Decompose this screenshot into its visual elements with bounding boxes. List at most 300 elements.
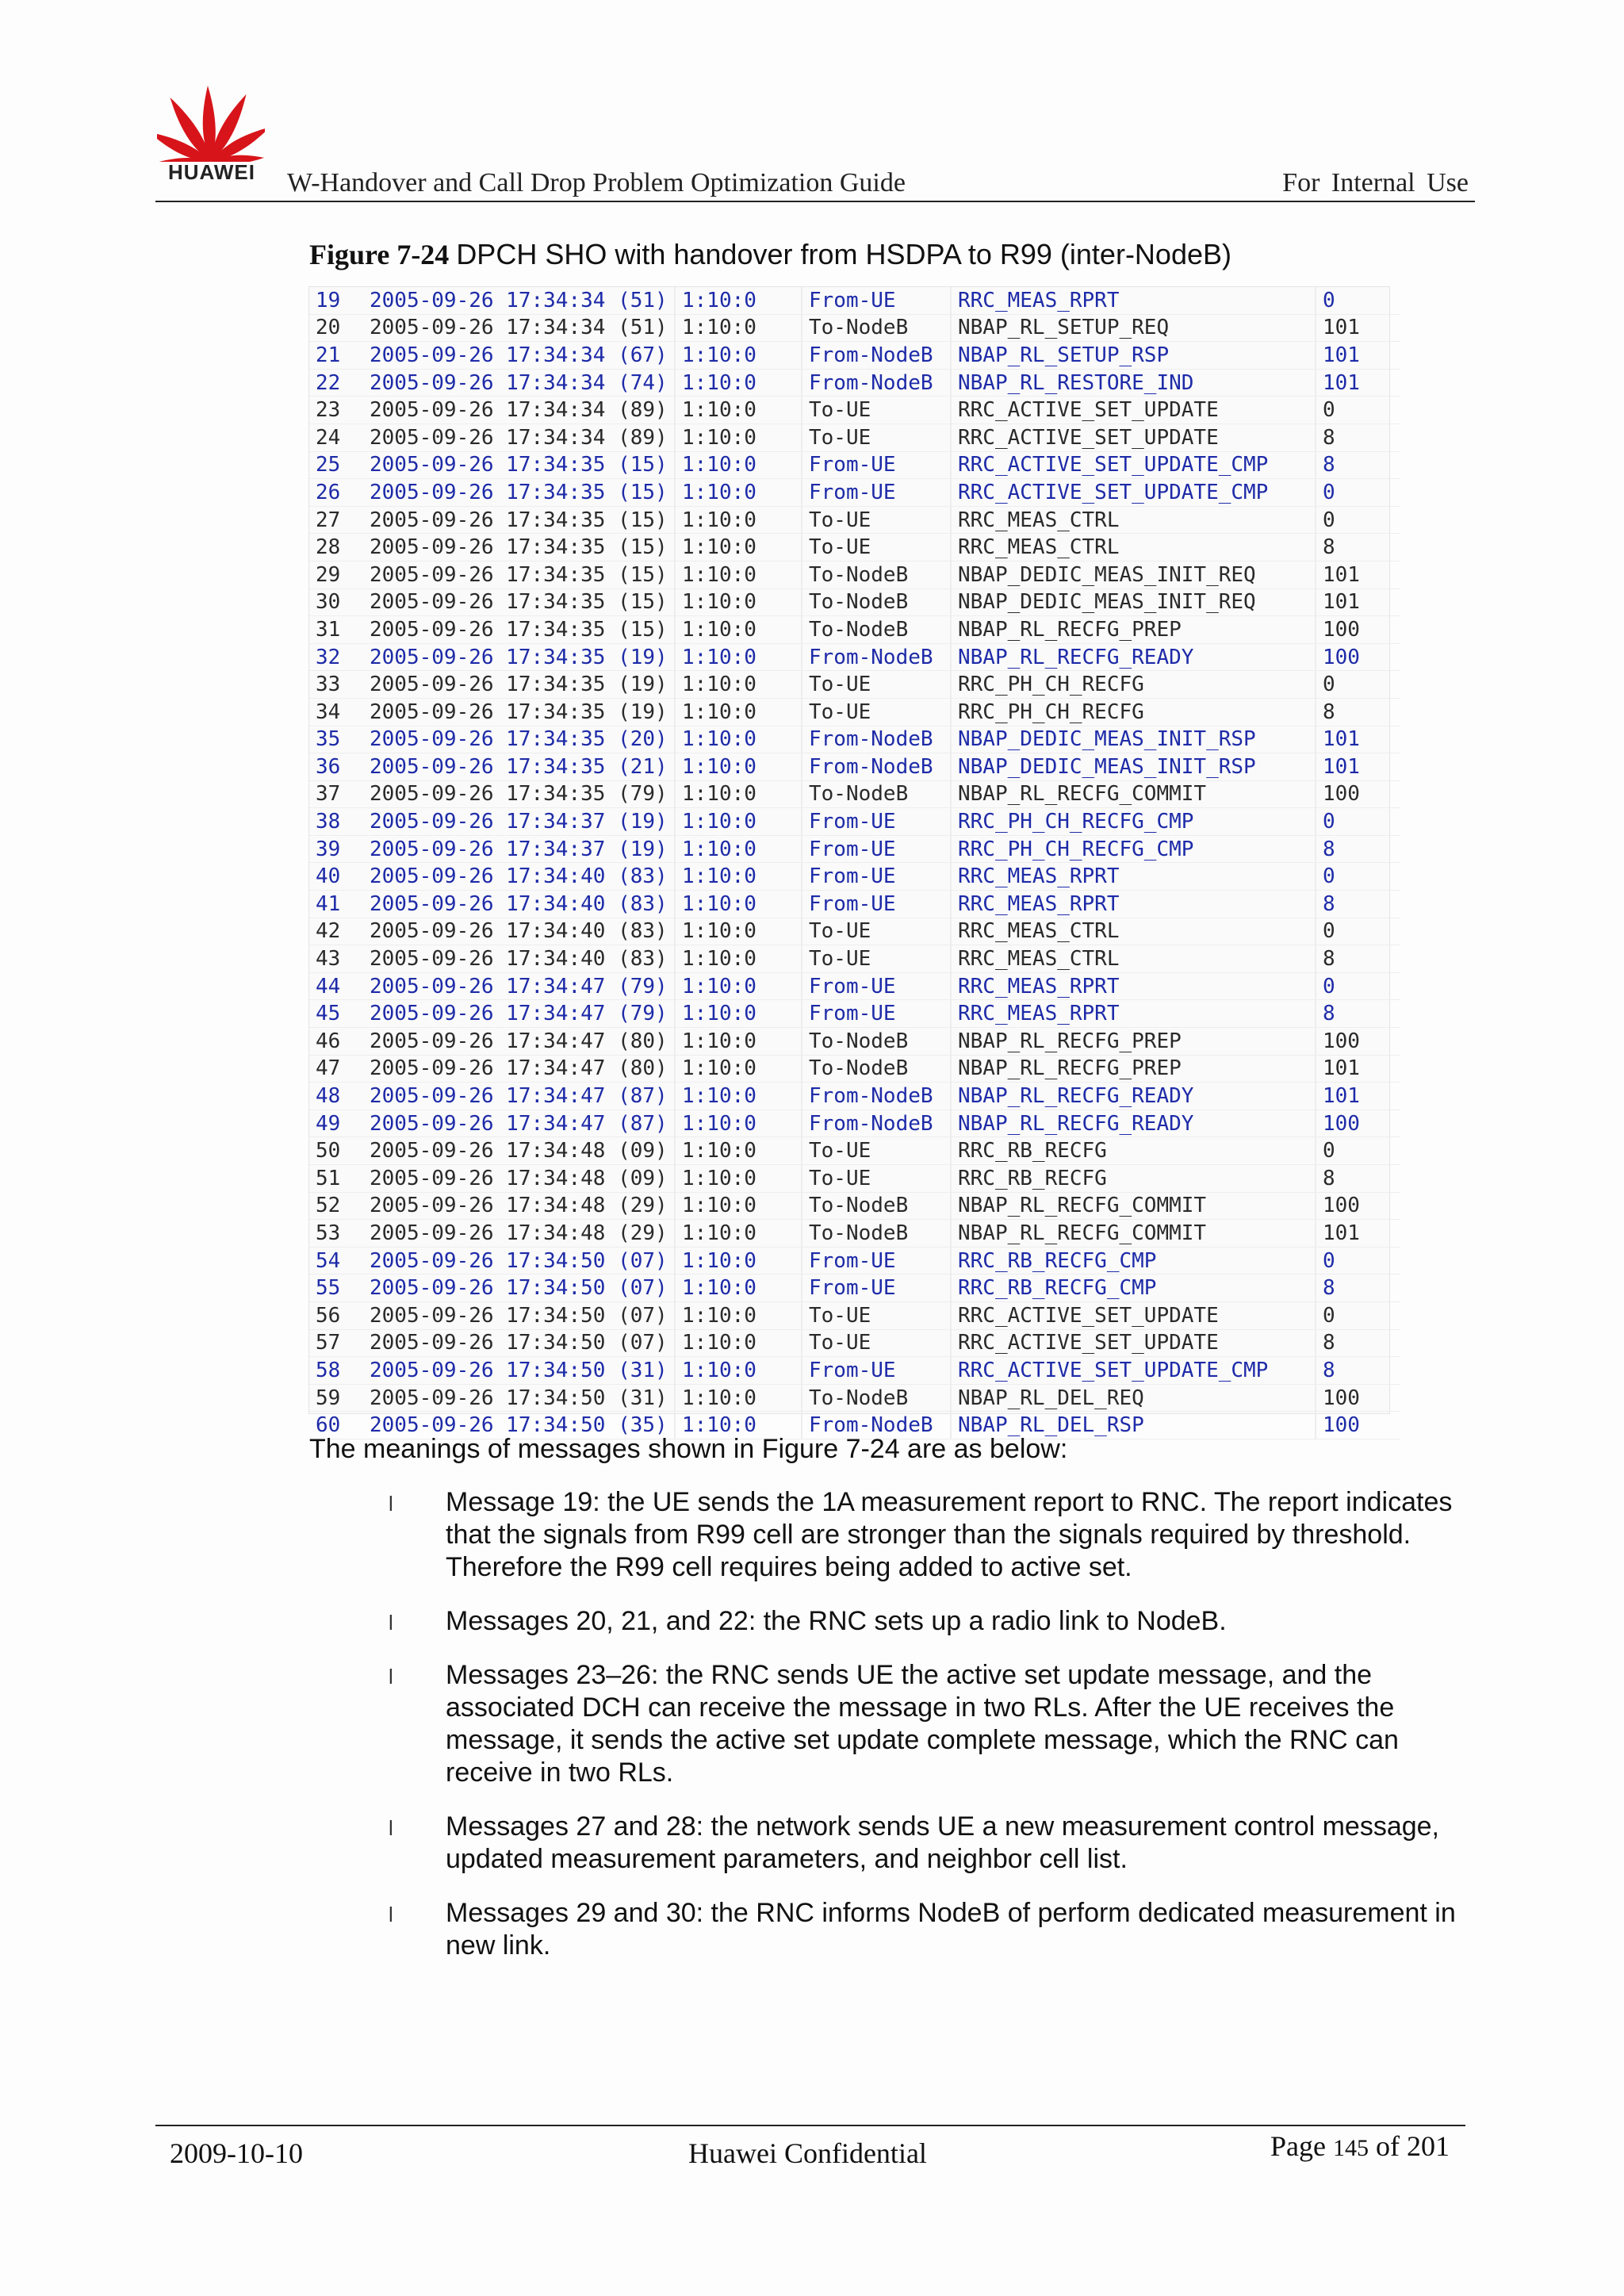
log-cell-msg-index: 23 <box>309 397 363 424</box>
log-row <box>309 945 1400 973</box>
log-cell-cell-id: 1:10:0 <box>675 1137 802 1165</box>
log-cell-message-name: NBAP_RL_RECFG_PREP <box>951 616 1316 644</box>
log-cell-msg-index: 34 <box>309 698 363 726</box>
log-cell-timestamp: 2005-09-26 17:34:50 (35) <box>363 1412 675 1439</box>
log-cell-msg-index: 26 <box>309 479 363 507</box>
log-cell-cell-id: 1:10:0 <box>675 808 802 836</box>
log-cell-timestamp: 2005-09-26 17:34:50 (07) <box>363 1274 675 1302</box>
log-row <box>309 753 1400 781</box>
bullet-text: Messages 20, 21, and 22: the RNC sets up a radio link to NodeB. <box>446 1606 1227 1636</box>
log-cell-msg-index: 24 <box>309 424 363 451</box>
log-cell-link-id: 100 <box>1316 616 1400 644</box>
log-cell-message-name: NBAP_RL_RECFG_READY <box>951 1083 1316 1110</box>
footer-date: 2009-10-10 <box>170 2137 303 2169</box>
log-row <box>309 863 1400 891</box>
log-cell-cell-id: 1:10:0 <box>675 1329 802 1357</box>
log-cell-link-id: 8 <box>1316 1357 1400 1385</box>
log-cell-direction: From-NodeB <box>802 1083 951 1110</box>
log-cell-link-id: 0 <box>1316 1137 1400 1165</box>
log-cell-message-name: RRC_ACTIVE_SET_UPDATE <box>951 1301 1316 1329</box>
log-cell-link-id: 0 <box>1316 918 1400 945</box>
log-cell-msg-index: 28 <box>309 534 363 562</box>
log-cell-message-name: RRC_ACTIVE_SET_UPDATE_CMP <box>951 479 1316 507</box>
log-cell-timestamp: 2005-09-26 17:34:50 (31) <box>363 1357 675 1385</box>
log-cell-message-name: RRC_MEAS_RPRT <box>951 287 1316 314</box>
log-cell-link-id: 0 <box>1316 397 1400 424</box>
log-cell-message-name: NBAP_RL_SETUP_REQ <box>951 314 1316 342</box>
log-cell-timestamp: 2005-09-26 17:34:34 (51) <box>363 314 675 342</box>
log-cell-timestamp: 2005-09-26 17:34:50 (07) <box>363 1329 675 1357</box>
log-cell-message-name: RRC_ACTIVE_SET_UPDATE_CMP <box>951 1357 1316 1385</box>
log-cell-msg-index: 56 <box>309 1301 363 1329</box>
logo-wordmark: HUAWEI <box>168 160 255 184</box>
log-cell-direction: From-NodeB <box>802 726 951 753</box>
log-cell-msg-index: 59 <box>309 1384 363 1412</box>
log-cell-cell-id: 1:10:0 <box>675 342 802 370</box>
bullet-marker: l <box>389 1903 393 1926</box>
log-row <box>309 369 1400 397</box>
log-cell-msg-index: 27 <box>309 506 363 534</box>
log-cell-link-id: 0 <box>1316 1301 1400 1329</box>
log-cell-timestamp: 2005-09-26 17:34:35 (20) <box>363 726 675 753</box>
log-cell-timestamp: 2005-09-26 17:34:50 (07) <box>363 1301 675 1329</box>
log-cell-link-id: 8 <box>1316 1000 1400 1028</box>
log-cell-message-name: NBAP_RL_RESTORE_IND <box>951 369 1316 397</box>
log-row <box>309 1220 1400 1248</box>
log-cell-link-id: 8 <box>1316 1165 1400 1193</box>
log-cell-cell-id: 1:10:0 <box>675 616 802 644</box>
log-cell-cell-id: 1:10:0 <box>675 1412 802 1439</box>
log-cell-message-name: RRC_PH_CH_RECFG_CMP <box>951 835 1316 863</box>
log-row <box>309 424 1400 451</box>
log-cell-direction: From-NodeB <box>802 342 951 370</box>
log-cell-message-name: RRC_RB_RECFG_CMP <box>951 1247 1316 1274</box>
log-cell-message-name: RRC_ACTIVE_SET_UPDATE <box>951 424 1316 451</box>
log-cell-timestamp: 2005-09-26 17:34:34 (51) <box>363 287 675 314</box>
log-row <box>309 972 1400 1000</box>
log-cell-direction: To-UE <box>802 424 951 451</box>
log-cell-link-id: 8 <box>1316 835 1400 863</box>
log-cell-message-name: NBAP_RL_RECFG_READY <box>951 1110 1316 1137</box>
log-cell-direction: From-NodeB <box>802 369 951 397</box>
log-row <box>309 1083 1400 1110</box>
log-cell-message-name: NBAP_RL_DEL_RSP <box>951 1412 1316 1439</box>
log-cell-direction: To-UE <box>802 1329 951 1357</box>
log-row <box>309 1165 1400 1193</box>
log-cell-timestamp: 2005-09-26 17:34:34 (74) <box>363 369 675 397</box>
figure-label: Figure 7-24 <box>309 239 450 270</box>
log-cell-direction: To-UE <box>802 671 951 699</box>
header-divider <box>155 201 1475 202</box>
log-cell-msg-index: 20 <box>309 314 363 342</box>
log-cell-msg-index: 49 <box>309 1110 363 1137</box>
log-cell-timestamp: 2005-09-26 17:34:50 (31) <box>363 1384 675 1412</box>
log-row <box>309 698 1400 726</box>
log-cell-link-id: 0 <box>1316 479 1400 507</box>
log-cell-timestamp: 2005-09-26 17:34:47 (80) <box>363 1055 675 1083</box>
log-cell-message-name: RRC_PH_CH_RECFG <box>951 698 1316 726</box>
log-cell-message-name: NBAP_DEDIC_MEAS_INIT_REQ <box>951 588 1316 616</box>
log-cell-link-id: 100 <box>1316 1412 1400 1439</box>
log-cell-msg-index: 46 <box>309 1028 363 1056</box>
log-cell-link-id: 101 <box>1316 369 1400 397</box>
log-cell-timestamp: 2005-09-26 17:34:47 (79) <box>363 1000 675 1028</box>
bullet-item <box>381 1811 1475 1876</box>
log-cell-msg-index: 54 <box>309 1247 363 1274</box>
log-cell-direction: To-NodeB <box>802 588 951 616</box>
log-cell-msg-index: 45 <box>309 1000 363 1028</box>
page-current: 145 <box>1332 2135 1369 2161</box>
log-cell-link-id: 8 <box>1316 891 1400 918</box>
log-cell-timestamp: 2005-09-26 17:34:37 (19) <box>363 808 675 836</box>
bullet-marker: l <box>389 1665 393 1688</box>
log-cell-cell-id: 1:10:0 <box>675 424 802 451</box>
log-cell-cell-id: 1:10:0 <box>675 1083 802 1110</box>
signaling-log-screenshot <box>309 287 1389 1438</box>
bullet-item <box>381 1486 1475 1584</box>
log-cell-link-id: 100 <box>1316 1110 1400 1137</box>
log-cell-cell-id: 1:10:0 <box>675 1110 802 1137</box>
log-row <box>309 479 1400 507</box>
log-cell-cell-id: 1:10:0 <box>675 945 802 973</box>
log-cell-direction: From-UE <box>802 1357 951 1385</box>
log-cell-message-name: NBAP_RL_RECFG_PREP <box>951 1028 1316 1056</box>
log-cell-cell-id: 1:10:0 <box>675 1000 802 1028</box>
log-cell-direction: From-UE <box>802 835 951 863</box>
log-row <box>309 1274 1400 1302</box>
log-cell-msg-index: 38 <box>309 808 363 836</box>
log-cell-timestamp: 2005-09-26 17:34:35 (15) <box>363 534 675 562</box>
log-row <box>309 780 1400 808</box>
log-row <box>309 1329 1400 1357</box>
log-cell-link-id: 0 <box>1316 287 1400 314</box>
log-cell-cell-id: 1:10:0 <box>675 753 802 781</box>
log-cell-msg-index: 22 <box>309 369 363 397</box>
log-cell-link-id: 0 <box>1316 1247 1400 1274</box>
log-row <box>309 1357 1400 1385</box>
log-cell-msg-index: 47 <box>309 1055 363 1083</box>
log-row <box>309 808 1400 836</box>
log-cell-link-id: 8 <box>1316 1274 1400 1302</box>
log-cell-message-name: NBAP_RL_DEL_REQ <box>951 1384 1316 1412</box>
bullet-text: Message 19: the UE sends the 1A measurement report to RNC. The report indicates that the signals from R99 cell are stronger than the signals required by threshold. Therefore the R99 cell requires being added to active set. <box>446 1487 1453 1582</box>
log-cell-message-name: NBAP_DEDIC_MEAS_INIT_REQ <box>951 561 1316 588</box>
log-cell-cell-id: 1:10:0 <box>675 314 802 342</box>
log-cell-timestamp: 2005-09-26 17:34:34 (89) <box>363 397 675 424</box>
log-cell-timestamp: 2005-09-26 17:34:40 (83) <box>363 945 675 973</box>
log-cell-direction: To-NodeB <box>802 780 951 808</box>
log-cell-message-name: NBAP_RL_SETUP_RSP <box>951 342 1316 370</box>
log-cell-msg-index: 25 <box>309 451 363 479</box>
log-cell-link-id: 0 <box>1316 863 1400 891</box>
log-cell-timestamp: 2005-09-26 17:34:35 (15) <box>363 451 675 479</box>
log-cell-msg-index: 44 <box>309 972 363 1000</box>
log-row <box>309 643 1400 671</box>
footer-divider <box>155 2125 1465 2126</box>
log-row <box>309 1000 1400 1028</box>
log-cell-direction: From-UE <box>802 808 951 836</box>
log-cell-cell-id: 1:10:0 <box>675 863 802 891</box>
log-cell-message-name: NBAP_RL_RECFG_COMMIT <box>951 780 1316 808</box>
log-cell-cell-id: 1:10:0 <box>675 1384 802 1412</box>
log-cell-msg-index: 52 <box>309 1192 363 1220</box>
log-cell-timestamp: 2005-09-26 17:34:48 (09) <box>363 1165 675 1193</box>
log-cell-direction: To-NodeB <box>802 1028 951 1056</box>
log-row <box>309 918 1400 945</box>
log-cell-msg-index: 55 <box>309 1274 363 1302</box>
bullet-marker: l <box>389 1611 393 1635</box>
log-row <box>309 671 1400 699</box>
log-cell-direction: To-UE <box>802 1165 951 1193</box>
log-row <box>309 1055 1400 1083</box>
log-cell-message-name: NBAP_DEDIC_MEAS_INIT_RSP <box>951 726 1316 753</box>
log-cell-cell-id: 1:10:0 <box>675 1055 802 1083</box>
log-cell-message-name: NBAP_RL_RECFG_COMMIT <box>951 1192 1316 1220</box>
log-row <box>309 616 1400 644</box>
log-cell-cell-id: 1:10:0 <box>675 397 802 424</box>
log-row <box>309 314 1400 342</box>
log-cell-direction: To-UE <box>802 698 951 726</box>
log-cell-msg-index: 37 <box>309 780 363 808</box>
log-cell-msg-index: 31 <box>309 616 363 644</box>
log-cell-link-id: 100 <box>1316 780 1400 808</box>
log-cell-direction: To-UE <box>802 397 951 424</box>
log-cell-link-id: 0 <box>1316 808 1400 836</box>
page-prefix: Page <box>1270 2130 1326 2162</box>
log-cell-link-id: 0 <box>1316 671 1400 699</box>
log-cell-msg-index: 43 <box>309 945 363 973</box>
log-cell-cell-id: 1:10:0 <box>675 1165 802 1193</box>
log-cell-cell-id: 1:10:0 <box>675 1357 802 1385</box>
log-cell-msg-index: 53 <box>309 1220 363 1248</box>
log-cell-link-id: 8 <box>1316 451 1400 479</box>
bullet-marker: l <box>389 1816 393 1840</box>
log-cell-message-name: NBAP_RL_RECFG_READY <box>951 643 1316 671</box>
log-cell-direction: To-UE <box>802 534 951 562</box>
log-cell-link-id: 0 <box>1316 506 1400 534</box>
log-row <box>309 1110 1400 1137</box>
classification-label: For Internal Use <box>1282 168 1469 197</box>
log-cell-msg-index: 60 <box>309 1412 363 1439</box>
log-cell-message-name: RRC_MEAS_RPRT <box>951 972 1316 1000</box>
log-cell-direction: From-UE <box>802 972 951 1000</box>
log-cell-message-name: RRC_MEAS_CTRL <box>951 506 1316 534</box>
log-row <box>309 1192 1400 1220</box>
log-cell-link-id: 8 <box>1316 945 1400 973</box>
log-cell-link-id: 0 <box>1316 972 1400 1000</box>
log-row <box>309 451 1400 479</box>
log-cell-link-id: 101 <box>1316 588 1400 616</box>
log-cell-msg-index: 39 <box>309 835 363 863</box>
page-number <box>1270 2129 1450 2163</box>
log-cell-direction: To-UE <box>802 918 951 945</box>
log-cell-cell-id: 1:10:0 <box>675 918 802 945</box>
log-cell-message-name: RRC_MEAS_RPRT <box>951 891 1316 918</box>
log-row <box>309 561 1400 588</box>
log-cell-cell-id: 1:10:0 <box>675 671 802 699</box>
log-cell-timestamp: 2005-09-26 17:34:35 (15) <box>363 561 675 588</box>
log-cell-direction: From-UE <box>802 863 951 891</box>
figure-caption <box>309 238 1231 271</box>
log-cell-message-name: RRC_ACTIVE_SET_UPDATE_CMP <box>951 451 1316 479</box>
log-cell-cell-id: 1:10:0 <box>675 1028 802 1056</box>
log-cell-message-name: NBAP_RL_RECFG_COMMIT <box>951 1220 1316 1248</box>
log-cell-cell-id: 1:10:0 <box>675 1247 802 1274</box>
log-cell-timestamp: 2005-09-26 17:34:48 (29) <box>363 1192 675 1220</box>
log-cell-cell-id: 1:10:0 <box>675 588 802 616</box>
log-cell-direction: To-NodeB <box>802 314 951 342</box>
log-cell-timestamp: 2005-09-26 17:34:35 (19) <box>363 671 675 699</box>
log-cell-msg-index: 36 <box>309 753 363 781</box>
log-cell-message-name: RRC_MEAS_CTRL <box>951 534 1316 562</box>
log-cell-msg-index: 32 <box>309 643 363 671</box>
log-cell-direction: From-NodeB <box>802 1110 951 1137</box>
log-cell-message-name: RRC_PH_CH_RECFG_CMP <box>951 808 1316 836</box>
log-cell-cell-id: 1:10:0 <box>675 891 802 918</box>
log-row <box>309 1028 1400 1056</box>
log-cell-link-id: 101 <box>1316 1083 1400 1110</box>
log-row <box>309 891 1400 918</box>
log-row <box>309 287 1400 314</box>
log-cell-direction: From-UE <box>802 451 951 479</box>
log-cell-cell-id: 1:10:0 <box>675 561 802 588</box>
log-cell-cell-id: 1:10:0 <box>675 780 802 808</box>
log-cell-cell-id: 1:10:0 <box>675 451 802 479</box>
log-cell-cell-id: 1:10:0 <box>675 643 802 671</box>
log-cell-timestamp: 2005-09-26 17:34:35 (21) <box>363 753 675 781</box>
log-row <box>309 588 1400 616</box>
log-cell-msg-index: 48 <box>309 1083 363 1110</box>
log-cell-timestamp: 2005-09-26 17:34:47 (80) <box>363 1028 675 1056</box>
log-cell-link-id: 101 <box>1316 561 1400 588</box>
log-cell-msg-index: 30 <box>309 588 363 616</box>
log-cell-cell-id: 1:10:0 <box>675 1220 802 1248</box>
log-cell-direction: To-NodeB <box>802 1384 951 1412</box>
log-cell-link-id: 8 <box>1316 698 1400 726</box>
log-cell-cell-id: 1:10:0 <box>675 1192 802 1220</box>
log-cell-direction: From-NodeB <box>802 1412 951 1439</box>
log-cell-message-name: RRC_RB_RECFG_CMP <box>951 1274 1316 1302</box>
figure-title: DPCH SHO with handover from HSDPA to R99 (inter-NodeB) <box>456 238 1231 270</box>
log-cell-direction: To-NodeB <box>802 1220 951 1248</box>
log-cell-timestamp: 2005-09-26 17:34:40 (83) <box>363 891 675 918</box>
log-row <box>309 342 1400 370</box>
log-cell-direction: From-UE <box>802 1274 951 1302</box>
log-row <box>309 1137 1400 1165</box>
log-cell-message-name: RRC_MEAS_RPRT <box>951 1000 1316 1028</box>
log-cell-timestamp: 2005-09-26 17:34:35 (15) <box>363 616 675 644</box>
log-row <box>309 726 1400 753</box>
log-cell-cell-id: 1:10:0 <box>675 534 802 562</box>
log-cell-timestamp: 2005-09-26 17:34:35 (15) <box>363 479 675 507</box>
log-cell-link-id: 100 <box>1316 1192 1400 1220</box>
log-cell-direction: To-UE <box>802 1301 951 1329</box>
log-cell-link-id: 101 <box>1316 1220 1400 1248</box>
log-cell-direction: To-NodeB <box>802 1055 951 1083</box>
log-cell-link-id: 100 <box>1316 643 1400 671</box>
log-cell-link-id: 100 <box>1316 1028 1400 1056</box>
log-cell-message-name: RRC_PH_CH_RECFG <box>951 671 1316 699</box>
log-cell-cell-id: 1:10:0 <box>675 726 802 753</box>
log-cell-cell-id: 1:10:0 <box>675 972 802 1000</box>
signaling-log-table <box>309 287 1400 1439</box>
log-cell-msg-index: 33 <box>309 671 363 699</box>
log-cell-direction: To-UE <box>802 945 951 973</box>
log-cell-message-name: RRC_MEAS_CTRL <box>951 918 1316 945</box>
bullet-item <box>381 1659 1475 1789</box>
log-cell-link-id: 101 <box>1316 342 1400 370</box>
log-cell-direction: To-UE <box>802 1137 951 1165</box>
log-cell-message-name: RRC_MEAS_RPRT <box>951 863 1316 891</box>
log-cell-direction: From-UE <box>802 1000 951 1028</box>
log-row <box>309 534 1400 562</box>
log-cell-link-id: 101 <box>1316 726 1400 753</box>
log-cell-cell-id: 1:10:0 <box>675 287 802 314</box>
log-cell-timestamp: 2005-09-26 17:34:35 (79) <box>363 780 675 808</box>
bullet-marker: l <box>389 1492 393 1516</box>
document-title: W-Handover and Call Drop Problem Optimization Guide <box>287 168 906 197</box>
log-row <box>309 1384 1400 1412</box>
log-cell-direction: From-UE <box>802 1247 951 1274</box>
log-cell-msg-index: 19 <box>309 287 363 314</box>
bullet-item <box>381 1605 1475 1638</box>
log-cell-timestamp: 2005-09-26 17:34:35 (19) <box>363 698 675 726</box>
log-cell-cell-id: 1:10:0 <box>675 698 802 726</box>
log-cell-timestamp: 2005-09-26 17:34:47 (87) <box>363 1110 675 1137</box>
log-cell-cell-id: 1:10:0 <box>675 1274 802 1302</box>
log-cell-timestamp: 2005-09-26 17:34:35 (19) <box>363 643 675 671</box>
log-cell-timestamp: 2005-09-26 17:34:47 (79) <box>363 972 675 1000</box>
log-cell-timestamp: 2005-09-26 17:34:47 (87) <box>363 1083 675 1110</box>
log-cell-message-name: RRC_ACTIVE_SET_UPDATE <box>951 397 1316 424</box>
footer-confidential: Huawei Confidential <box>688 2137 927 2169</box>
log-cell-msg-index: 57 <box>309 1329 363 1357</box>
log-cell-timestamp: 2005-09-26 17:34:48 (09) <box>363 1137 675 1165</box>
log-cell-direction: To-NodeB <box>802 1192 951 1220</box>
log-cell-link-id: 101 <box>1316 753 1400 781</box>
log-cell-timestamp: 2005-09-26 17:34:35 (15) <box>363 588 675 616</box>
log-cell-cell-id: 1:10:0 <box>675 835 802 863</box>
log-cell-cell-id: 1:10:0 <box>675 1301 802 1329</box>
page-of: of <box>1375 2130 1400 2162</box>
log-cell-msg-index: 21 <box>309 342 363 370</box>
log-cell-msg-index: 40 <box>309 863 363 891</box>
log-row <box>309 1301 1400 1329</box>
log-cell-direction: From-NodeB <box>802 643 951 671</box>
log-cell-msg-index: 42 <box>309 918 363 945</box>
log-cell-cell-id: 1:10:0 <box>675 506 802 534</box>
log-cell-direction: From-NodeB <box>802 753 951 781</box>
bullet-text: Messages 27 and 28: the network sends UE a new measurement control message, updated measurement parameters, and neighbor cell list. <box>446 1811 1440 1874</box>
message-explanations <box>381 1486 1475 1984</box>
log-row <box>309 397 1400 424</box>
bullet-text: Messages 23–26: the RNC sends UE the active set update message, and the associated DCH can receive the message in two RLs. After the UE receives the message, it sends the active set update complete message, which the RNC can receive in two RLs. <box>446 1660 1399 1788</box>
log-cell-direction: To-NodeB <box>802 561 951 588</box>
log-cell-link-id: 8 <box>1316 534 1400 562</box>
log-cell-timestamp: 2005-09-26 17:34:48 (29) <box>363 1220 675 1248</box>
log-cell-direction: From-UE <box>802 891 951 918</box>
log-cell-message-name: NBAP_DEDIC_MEAS_INIT_RSP <box>951 753 1316 781</box>
log-cell-cell-id: 1:10:0 <box>675 479 802 507</box>
log-cell-timestamp: 2005-09-26 17:34:40 (83) <box>363 863 675 891</box>
log-cell-timestamp: 2005-09-26 17:34:37 (19) <box>363 835 675 863</box>
log-cell-msg-index: 35 <box>309 726 363 753</box>
log-cell-message-name: RRC_RB_RECFG <box>951 1137 1316 1165</box>
log-row <box>309 835 1400 863</box>
log-cell-direction: To-NodeB <box>802 616 951 644</box>
page-total: 201 <box>1406 2130 1450 2162</box>
log-cell-msg-index: 51 <box>309 1165 363 1193</box>
